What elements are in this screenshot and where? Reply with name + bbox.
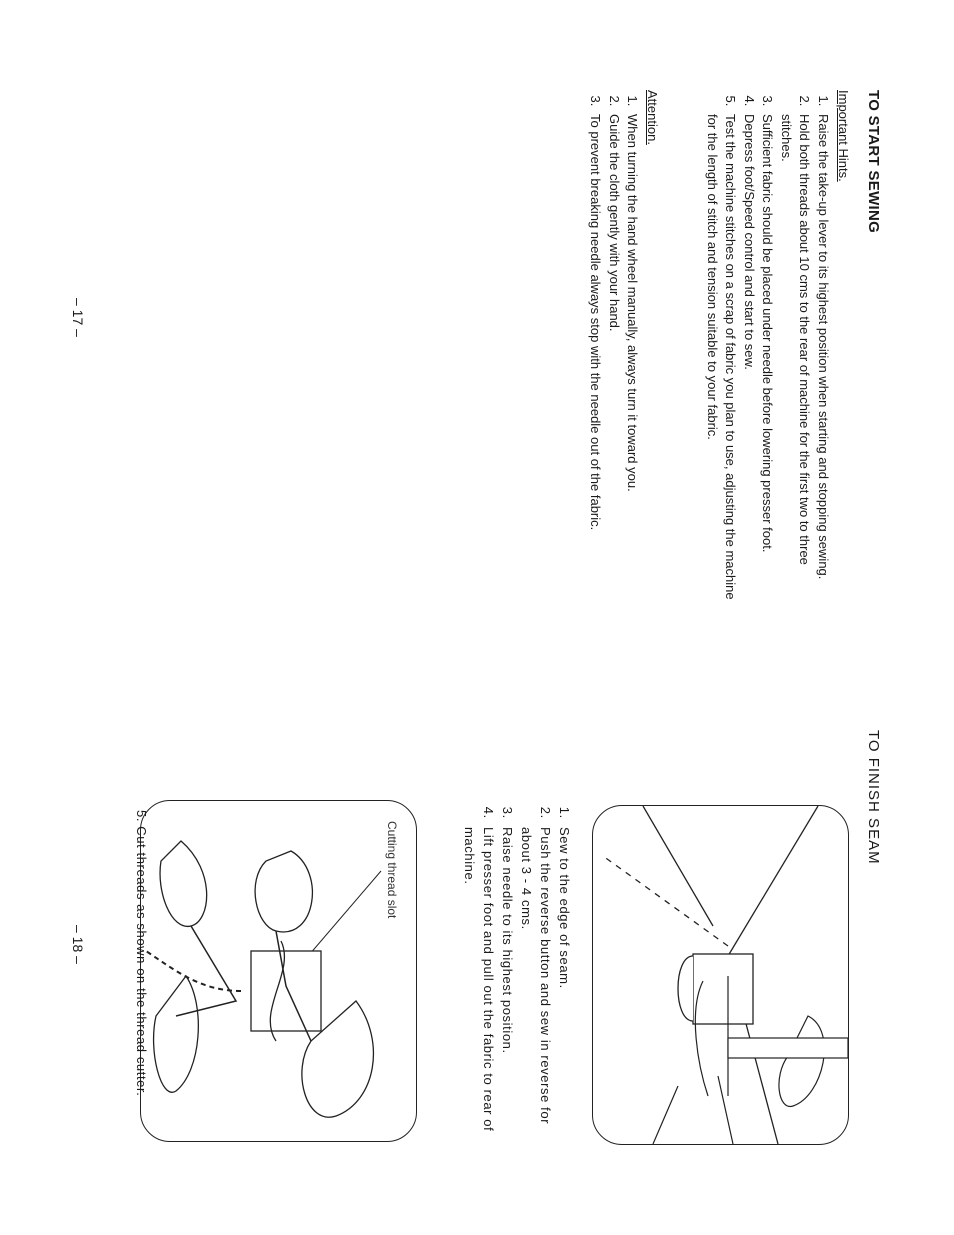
list-item: 5. Test the machine stitches on a scrap of fabric you plan to use, adjusting the machine for the length of stitch and tension suitable to your fabric. (703, 110, 740, 610)
hints-list (703, 90, 833, 610)
attention-title: Attention. (645, 90, 661, 145)
list-item: 3. Raise needle to its highest position. (498, 823, 517, 1150)
list-item: 2. Push the reverse button and sew in reverse for about 3 - 4 cms. (517, 823, 555, 1150)
list-item: 1. Raise the take-up lever to its highest position when starting and stopping sewing. (814, 110, 833, 610)
figure-caption: 5. Cut threads as shown on the thread cutter. (134, 810, 149, 1097)
attention-list (586, 90, 642, 610)
hints-title: Important Hints. (836, 90, 851, 182)
start-sewing-title: TO START SEWING (865, 90, 882, 234)
list-item: 4. Lift presser foot and pull out the fabric to rear of machine. (460, 823, 498, 1150)
finish-steps-list (460, 805, 574, 1150)
sewing-foot-illustration (593, 806, 848, 1144)
list-item: 2. Hold both threads about 10 cms to the rear of machine for the first two to three stitches. (777, 110, 814, 610)
page-number-18: – 18 – (70, 925, 86, 964)
figure-cut-threads (140, 800, 417, 1142)
finish-seam-section (865, 730, 882, 1150)
thread-cutter-illustration (141, 801, 416, 1141)
list-item: 3. Sufficient fabric should be placed under needle before lowering presser foot. (758, 110, 777, 610)
list-item: 2. Guide the cloth gently with your hand. (605, 110, 624, 610)
list-item: 3. To prevent breaking needle always stop with the needle out of the fabric. (586, 110, 605, 610)
cutting-slot-label: Cutting thread slot (385, 821, 399, 919)
finish-seam-steps (460, 805, 578, 1150)
page-number-17: – 17 – (70, 298, 86, 337)
start-sewing-section (586, 90, 882, 610)
list-item: 1. Sew to the edge of seam. (555, 823, 574, 1150)
list-item: 4. Depress foot/Speed control and start to sew. (740, 110, 759, 610)
finish-seam-title: TO FINISH SEAM (865, 730, 882, 865)
figure-finish-seam (592, 805, 849, 1145)
list-item: 1. When turning the hand wheel manually, always turn it toward you. (623, 110, 642, 610)
